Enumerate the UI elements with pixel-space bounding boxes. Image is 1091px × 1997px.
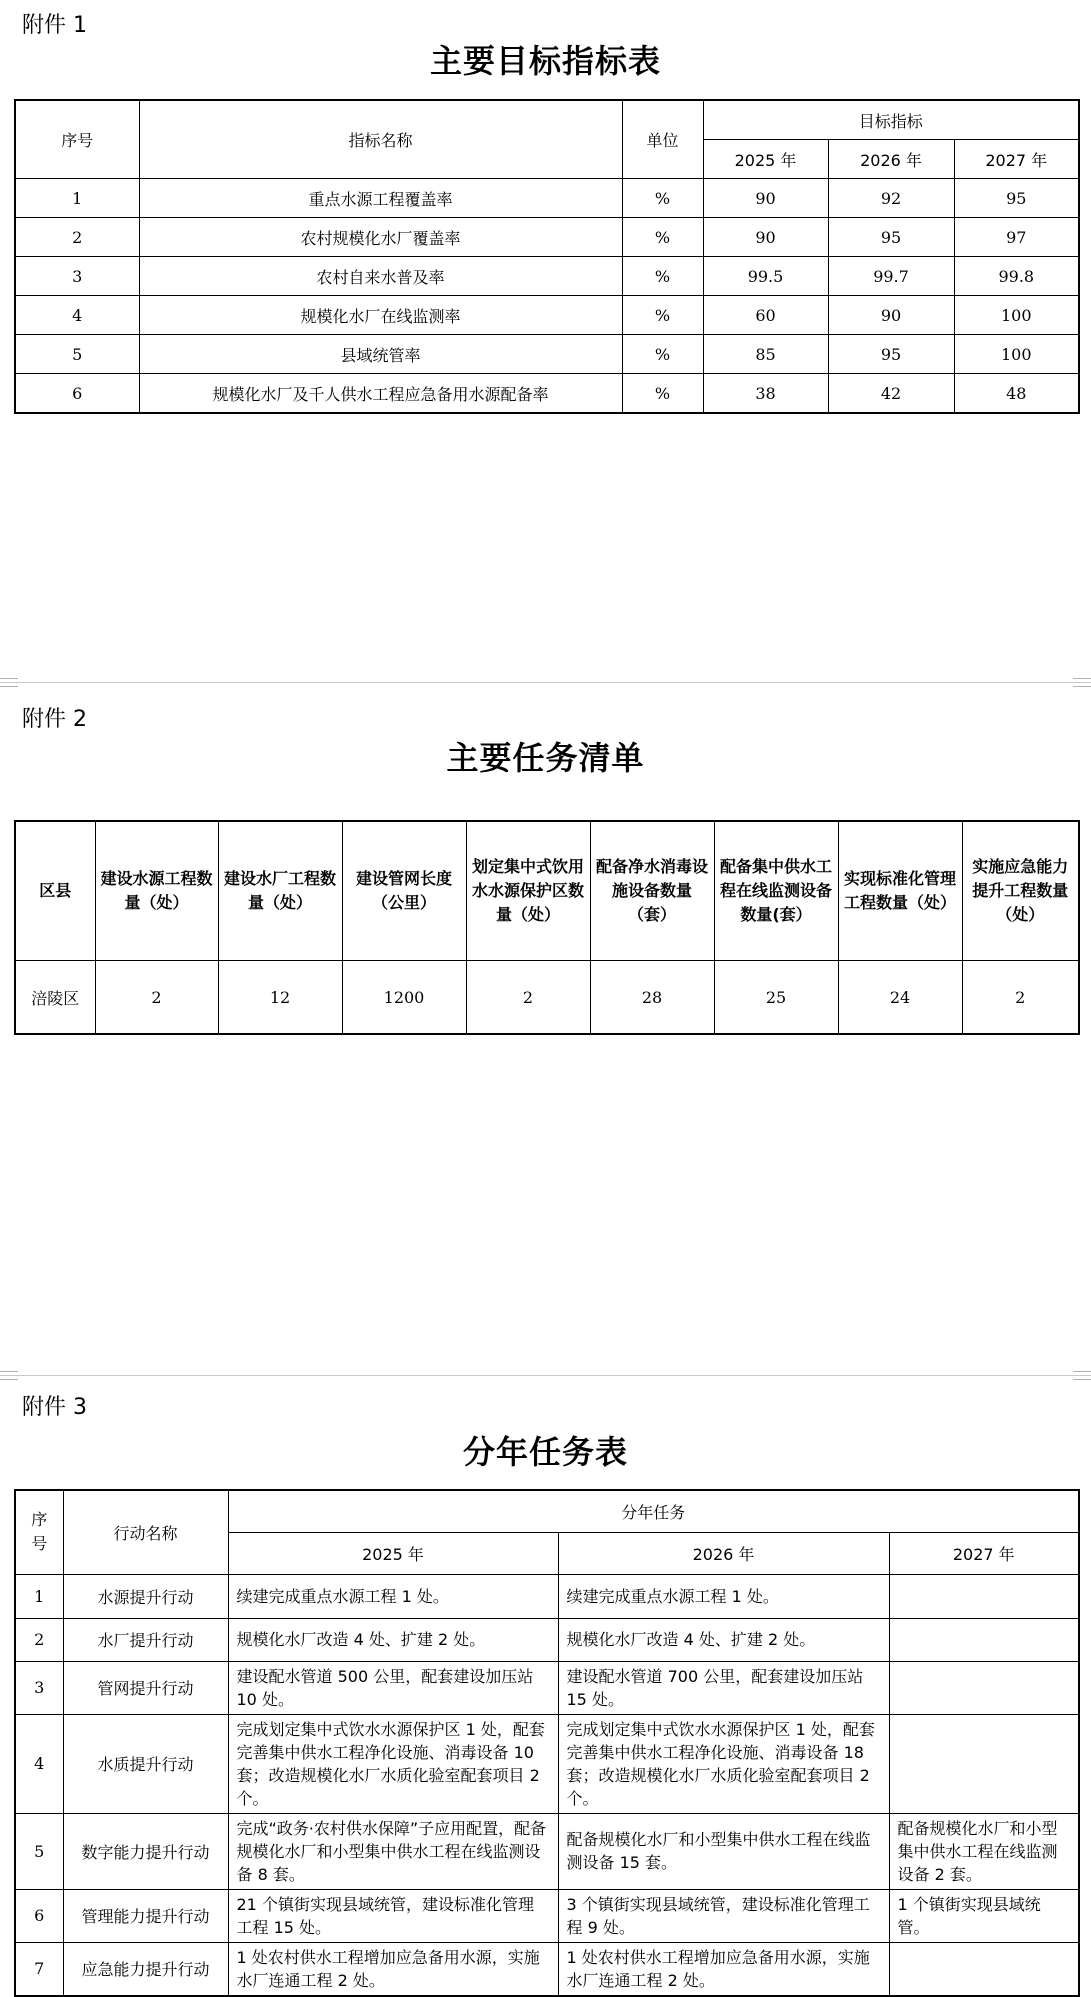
header-2025: 2025 年 (228, 1532, 558, 1574)
cell-seq: 4 (15, 296, 139, 335)
cell-2025: 建设配水管道 500 公里，配套建设加压站 10 处。 (228, 1661, 558, 1714)
cell-2025: 21 个镇街实现县域统管，建设标准化管理工程 15 处。 (228, 1889, 558, 1942)
cell-2026: 续建完成重点水源工程 1 处。 (558, 1574, 889, 1618)
header-water-source: 建设水源工程数量（处） (95, 821, 218, 961)
header-2027: 2027 年 (954, 140, 1079, 179)
cell-name: 农村规模化水厂覆盖率 (139, 218, 622, 257)
target-indicators-table (14, 99, 1080, 414)
header-name: 行动名称 (63, 1490, 228, 1574)
cell-2025: 规模化水厂改造 4 处、扩建 2 处。 (228, 1618, 558, 1661)
cell-2025: 90 (703, 179, 828, 218)
cell-2027: 97 (954, 218, 1079, 257)
cell-unit: % (622, 335, 703, 374)
table-row (15, 179, 1079, 218)
annex-2-title: 主要任务清单 (446, 739, 645, 777)
cell-2026: 95 (828, 218, 954, 257)
cell-2025: 续建完成重点水源工程 1 处。 (228, 1574, 558, 1618)
cell-2027 (889, 1618, 1079, 1661)
table-row (15, 257, 1079, 296)
cell-2026: 92 (828, 179, 954, 218)
cell-2027: 配备规模化水厂和小型集中供水工程在线监测设备 2 套。 (889, 1813, 1079, 1889)
cell-2026: 3 个镇街实现县域统管，建设标准化管理工程 9 处。 (558, 1889, 889, 1942)
cell-2026: 42 (828, 374, 954, 414)
cell-2026: 95 (828, 335, 954, 374)
cell-2027: 48 (954, 374, 1079, 414)
cell-seq: 1 (15, 1574, 63, 1618)
cell-unit: % (622, 374, 703, 414)
annex-1-title: 主要目标指标表 (429, 42, 661, 80)
cell-value: 2 (95, 961, 218, 1035)
cell-value: 2 (962, 961, 1079, 1035)
cell-2025: 90 (703, 218, 828, 257)
annual-tasks-table (14, 1489, 1080, 1997)
cell-unit: % (622, 296, 703, 335)
table-row (15, 1889, 1079, 1942)
cell-name: 应急能力提升行动 (63, 1942, 228, 1996)
table-header-row (15, 1490, 1079, 1532)
cell-2027: 100 (954, 296, 1079, 335)
cell-seq: 2 (15, 1618, 63, 1661)
cell-2026: 规模化水厂改造 4 处、扩建 2 处。 (558, 1618, 889, 1661)
header-2026: 2026 年 (558, 1532, 889, 1574)
table-row (15, 335, 1079, 374)
header-pipe-length: 建设管网长度（公里） (342, 821, 466, 961)
cell-seq: 2 (15, 218, 139, 257)
cell-2025: 60 (703, 296, 828, 335)
annex-1-label: 附件 1 (22, 13, 87, 38)
cell-seq: 4 (15, 1714, 63, 1813)
annex-3-label: 附件 3 (22, 1395, 87, 1420)
header-2026: 2026 年 (828, 140, 954, 179)
cell-seq: 5 (15, 335, 139, 374)
page-break-marker-right (1073, 678, 1091, 687)
page-break-marker-left (0, 678, 18, 687)
header-disinfection: 配备净水消毒设施设备数量（套） (590, 821, 714, 961)
header-unit: 单位 (622, 100, 703, 179)
cell-value: 28 (590, 961, 714, 1035)
cell-name: 规模化水厂及千人供水工程应急备用水源配备率 (139, 374, 622, 414)
cell-name: 县域统管率 (139, 335, 622, 374)
cell-name: 规模化水厂在线监测率 (139, 296, 622, 335)
table-row (15, 1813, 1079, 1889)
header-tasks: 分年任务 (228, 1490, 1079, 1532)
cell-unit: % (622, 218, 703, 257)
cell-2025: 完成划定集中式饮水水源保护区 1 处，配套完善集中供水工程净化设施、消毒设备 10 套；改造规模化水厂水质化验室配套项目 2 个。 (228, 1714, 558, 1813)
cell-name: 水源提升行动 (63, 1574, 228, 1618)
cell-2025: 99.5 (703, 257, 828, 296)
header-monitoring: 配备集中供水工程在线监测设备数量(套） (714, 821, 838, 961)
cell-name: 水厂提升行动 (63, 1618, 228, 1661)
table-row (15, 1714, 1079, 1813)
cell-seq: 5 (15, 1813, 63, 1889)
cell-2027: 1 个镇街实现县域统管。 (889, 1889, 1079, 1942)
page-separator (0, 682, 1091, 683)
header-name: 指标名称 (139, 100, 622, 179)
cell-2026: 建设配水管道 700 公里，配套建设加压站 15 处。 (558, 1661, 889, 1714)
cell-name: 水质提升行动 (63, 1714, 228, 1813)
header-seq-text: 序号 (31, 1510, 48, 1554)
table-row (15, 218, 1079, 257)
cell-2027 (889, 1714, 1079, 1813)
header-district: 区县 (15, 821, 95, 961)
header-seq: 序号 (15, 100, 139, 179)
header-2025: 2025 年 (703, 140, 828, 179)
table-row (15, 374, 1079, 414)
cell-district: 涪陵区 (15, 961, 95, 1035)
cell-2026: 配备规模化水厂和小型集中供水工程在线监测设备 15 套。 (558, 1813, 889, 1889)
table-row (15, 1574, 1079, 1618)
page-break-marker-right (1073, 1371, 1091, 1380)
cell-value: 25 (714, 961, 838, 1035)
cell-value: 12 (218, 961, 342, 1035)
header-target: 目标指标 (703, 100, 1079, 140)
header-water-plant: 建设水厂工程数量（处） (218, 821, 342, 961)
cell-seq: 1 (15, 179, 139, 218)
table-row (15, 296, 1079, 335)
cell-name: 管理能力提升行动 (63, 1889, 228, 1942)
header-standardization: 实现标准化管理工程数量（处） (838, 821, 962, 961)
cell-2026: 99.7 (828, 257, 954, 296)
cell-2025: 85 (703, 335, 828, 374)
cell-name: 管网提升行动 (63, 1661, 228, 1714)
header-2027: 2027 年 (889, 1532, 1079, 1574)
main-tasks-table (14, 820, 1080, 1035)
table-row (15, 1661, 1079, 1714)
cell-2027: 100 (954, 335, 1079, 374)
cell-seq: 3 (15, 1661, 63, 1714)
table-row (15, 1942, 1079, 1996)
cell-name: 农村自来水普及率 (139, 257, 622, 296)
header-seq (15, 1490, 63, 1574)
cell-name: 数字能力提升行动 (63, 1813, 228, 1889)
header-emergency: 实施应急能力提升工程数量（处） (962, 821, 1079, 961)
header-protection-zone: 划定集中式饮用水水源保护区数量（处） (466, 821, 590, 961)
cell-value: 1200 (342, 961, 466, 1035)
cell-2025: 38 (703, 374, 828, 414)
annex-3-title: 分年任务表 (462, 1433, 628, 1471)
cell-2025: 1 处农村供水工程增加应急备用水源，实施水厂连通工程 2 处。 (228, 1942, 558, 1996)
cell-seq: 6 (15, 374, 139, 414)
annex-2-label: 附件 2 (22, 707, 87, 732)
cell-2027: 95 (954, 179, 1079, 218)
cell-unit: % (622, 257, 703, 296)
cell-2027 (889, 1661, 1079, 1714)
cell-value: 2 (466, 961, 590, 1035)
table-row (15, 1618, 1079, 1661)
cell-seq: 3 (15, 257, 139, 296)
cell-2027 (889, 1942, 1079, 1996)
cell-2025: 完成“政务·农村供水保障”子应用配置，配备规模化水厂和小型集中供水工程在线监测设备 8 套。 (228, 1813, 558, 1889)
page-separator (0, 1375, 1091, 1376)
page-break-marker-left (0, 1371, 18, 1380)
table-row (15, 961, 1079, 1035)
cell-unit: % (622, 179, 703, 218)
cell-seq: 7 (15, 1942, 63, 1996)
cell-2027: 99.8 (954, 257, 1079, 296)
cell-name: 重点水源工程覆盖率 (139, 179, 622, 218)
table-header-row (15, 821, 1079, 961)
cell-value: 24 (838, 961, 962, 1035)
cell-seq: 6 (15, 1889, 63, 1942)
cell-2026: 90 (828, 296, 954, 335)
table-header-row (15, 100, 1079, 140)
cell-2027 (889, 1574, 1079, 1618)
cell-2026: 1 处农村供水工程增加应急备用水源，实施水厂连通工程 2 处。 (558, 1942, 889, 1996)
cell-2026: 完成划定集中式饮水水源保护区 1 处，配套完善集中供水工程净化设施、消毒设备 18 套；改造规模化水厂水质化验室配套项目 2 个。 (558, 1714, 889, 1813)
